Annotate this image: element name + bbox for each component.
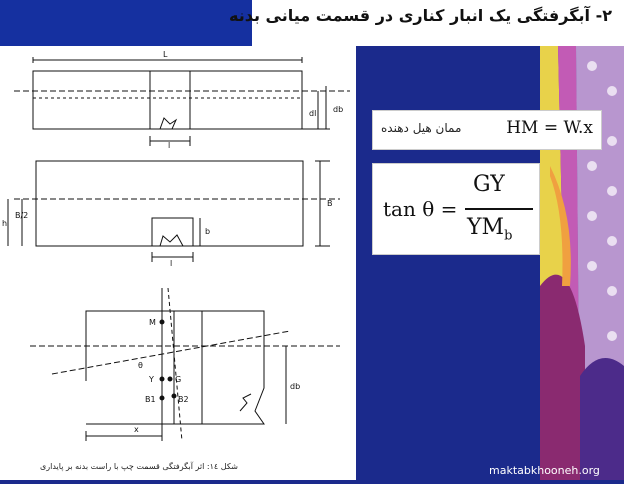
damage-mid bbox=[160, 235, 183, 246]
label-dl: dl bbox=[309, 109, 317, 118]
formula2-denominator bbox=[467, 215, 512, 243]
point-B1 bbox=[160, 396, 164, 400]
label-B2pt: B2 bbox=[178, 395, 189, 404]
formula-heeling-moment bbox=[372, 110, 602, 150]
label-G: G bbox=[175, 375, 182, 384]
label-B1: B1 bbox=[145, 395, 156, 404]
formula1-persian: ممان هیل دهنده bbox=[381, 121, 462, 135]
damage-top bbox=[160, 118, 176, 129]
label-L: L bbox=[163, 50, 168, 59]
hull-top-rect bbox=[33, 71, 302, 129]
label-l-mid: l bbox=[170, 259, 173, 268]
formula2-denominator-main: YM bbox=[467, 215, 505, 240]
formula-tan-theta bbox=[372, 163, 540, 255]
flooding-diagram bbox=[0, 46, 356, 480]
label-l-top: l bbox=[168, 141, 171, 150]
flooded-compartment bbox=[152, 218, 193, 246]
diagram-panel bbox=[0, 46, 356, 480]
slide-title: ۲- آبگرفتگی یک انبار کناری در قسمت میانی بدنه bbox=[228, 6, 612, 25]
point-B2 bbox=[172, 394, 176, 398]
point-G bbox=[168, 377, 172, 381]
label-h: h bbox=[2, 219, 8, 228]
middle-view bbox=[8, 161, 340, 262]
fraction-bar bbox=[465, 208, 533, 210]
label-theta: θ bbox=[138, 361, 143, 370]
bottom-view bbox=[30, 288, 340, 441]
point-M bbox=[160, 320, 164, 324]
hull-section-rect bbox=[36, 161, 303, 246]
formula2-denominator-sub: b bbox=[504, 228, 513, 244]
label-db-top: db bbox=[333, 105, 344, 114]
top-view bbox=[14, 57, 350, 146]
label-B: B bbox=[327, 199, 333, 208]
label-x: x bbox=[134, 425, 139, 434]
formula1-equation: HM = W.x bbox=[506, 118, 593, 138]
point-Y bbox=[160, 377, 164, 381]
damage-bottom bbox=[240, 394, 251, 411]
label-B2: B/2 bbox=[15, 211, 29, 220]
label-b: b bbox=[205, 227, 211, 236]
formula2-numerator: GY bbox=[473, 172, 505, 197]
formula2-lhs: tan θ = bbox=[383, 197, 458, 221]
title-accent-block bbox=[0, 0, 252, 46]
figure-caption: شکل ۱٤: اثر آبگرفتگی قسمت چپ با راست بدنه بر پایداری bbox=[40, 462, 238, 471]
label-Y: Y bbox=[149, 375, 154, 384]
watermark: maktabkhooneh.org bbox=[489, 464, 600, 477]
heeled-waterline bbox=[52, 331, 290, 374]
title-bar bbox=[0, 0, 624, 46]
label-db-bottom: db bbox=[290, 382, 301, 391]
label-M: M bbox=[149, 318, 156, 327]
